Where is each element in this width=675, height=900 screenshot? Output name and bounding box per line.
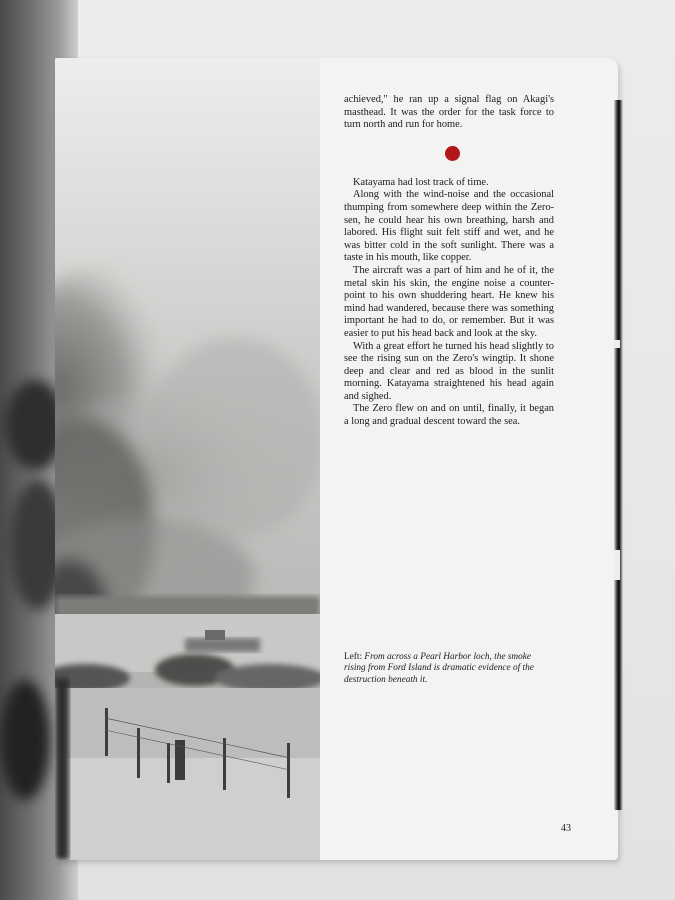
pearl-harbor-photo [55, 58, 320, 860]
page-edge-notch [614, 550, 620, 580]
article-paragraph: Katayama had lost track of time. [353, 176, 489, 188]
page-edge-notch [614, 340, 620, 348]
article-paragraph: achieved," he ran up a signal flag on Akagi's masthead. It was the order for the task force to turn north and run for home. [344, 94, 554, 131]
caption-lead: Left: [344, 652, 363, 662]
article-paragraph: With a great effort he turned his head slightly to see the rising sun on the Zero's wingtip. It shone deep and clear and red as blood in the sunlit morning. Katayama straightened his head again and sighed. [344, 340, 554, 402]
red-dot-separator [445, 146, 460, 161]
magazine-page [55, 58, 618, 860]
caption-body: From across a Pearl Harbor loch, the smoke rising from Ford Island is dramatic evidence of the destruction beneath it. [344, 652, 534, 685]
page-stack-edge [614, 100, 623, 810]
article-paragraph: The aircraft was a part of him and he of it, the metal skin his skin, the engine noise a counter-point to his own shuddering heart. He knew his mind had wandered, because there was something important he had to do, or remember. But it was easier to put his head back and look at the sky. [344, 264, 554, 339]
photo-caption [344, 652, 544, 686]
article-text-column [344, 94, 554, 429]
page-number: 43 [561, 823, 571, 834]
article-paragraph: The Zero flew on and on until, finally, it began a long and gradual descent toward the sea. [344, 403, 554, 428]
article-paragraph: Along with the wind-noise and the occasional thumping from somewhere deep within the Zero-sen, he could hear his own breathing, harsh and labored. His flight suit felt stiff and wet, and he was bitter cold in the soft sunlight. There was a taste in his mouth, like copper. [344, 189, 554, 264]
